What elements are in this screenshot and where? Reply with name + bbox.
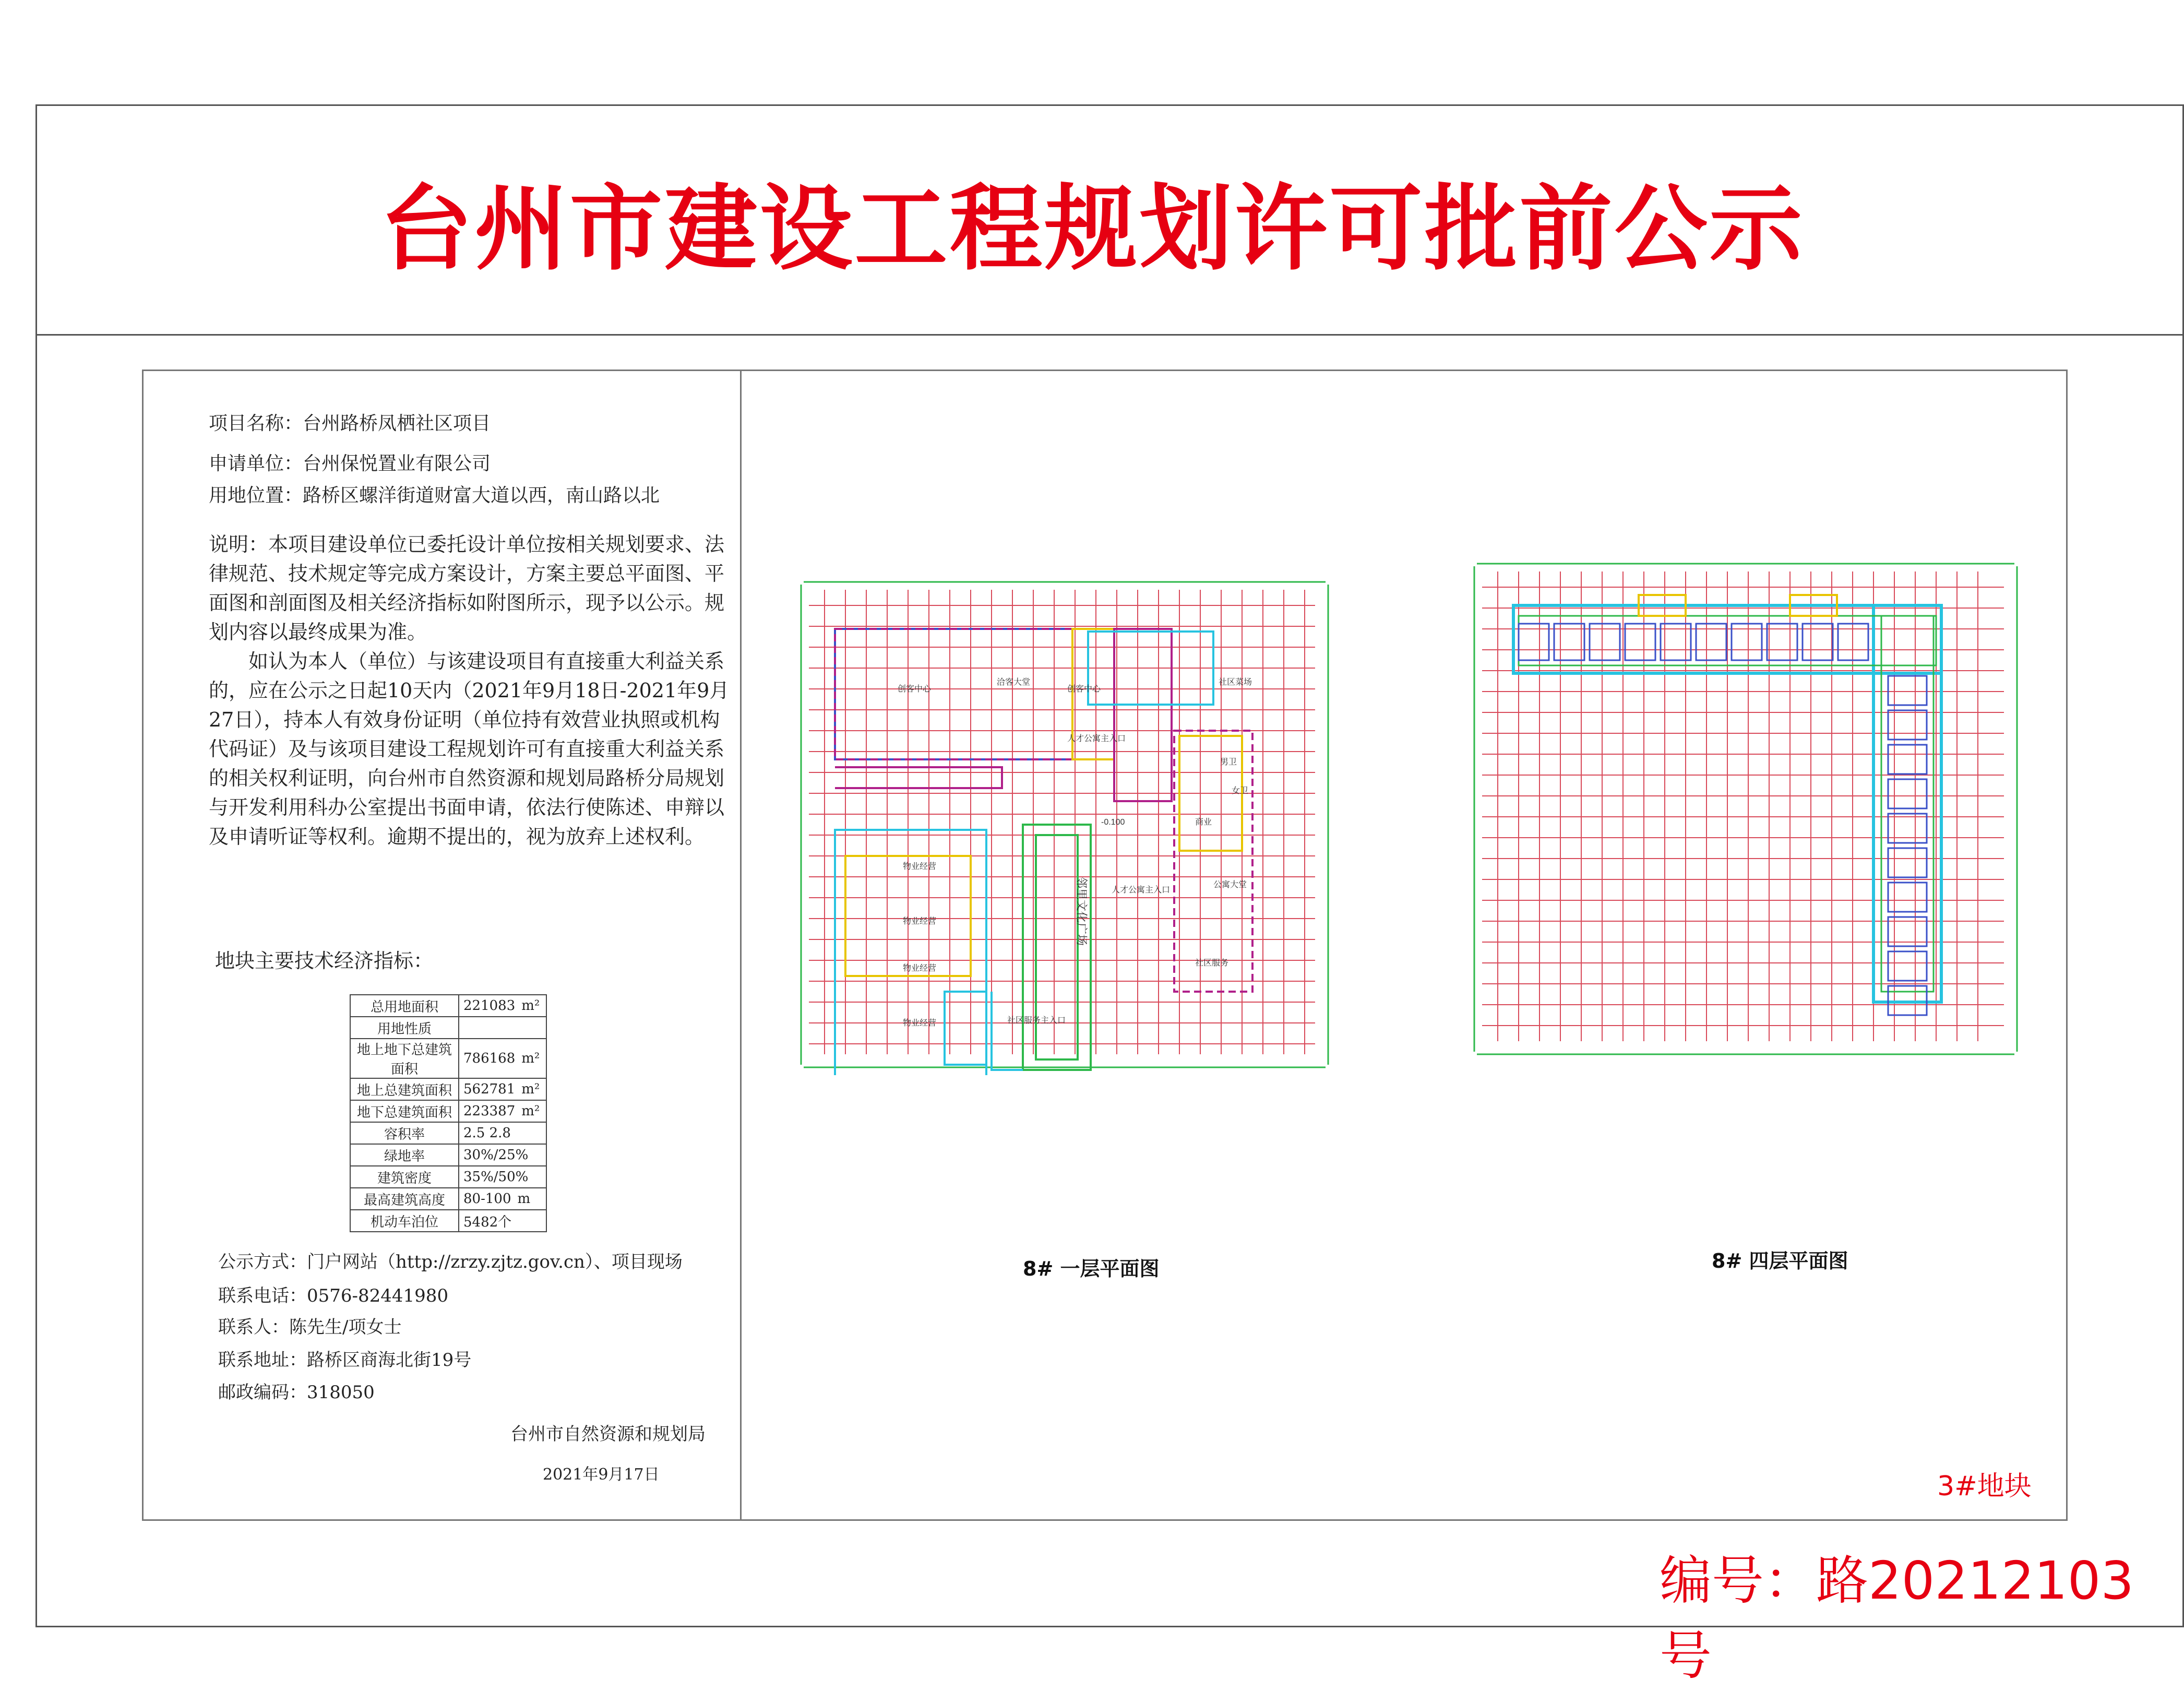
applicant-line xyxy=(209,452,491,475)
indicator-key: 建筑密度 xyxy=(350,1166,459,1188)
contact-phone xyxy=(218,1281,448,1307)
indicator-row xyxy=(350,1039,546,1078)
plan-1f-drawing xyxy=(778,564,1352,1075)
indicators-title: 地块主要技术经济指标： xyxy=(215,949,434,972)
applicant-label: 申请单位： xyxy=(209,453,303,474)
project-name-line xyxy=(209,412,491,435)
plan-1f-label-1: 创客中心 xyxy=(898,685,932,694)
plan-1f-label-17: 女卫 xyxy=(1232,787,1249,795)
contact-person-label: 联系人： xyxy=(218,1317,289,1338)
notice-title: 台州市建设工程规划许可批前公示 xyxy=(379,175,1805,283)
indicator-value xyxy=(459,1039,546,1078)
plan-1f-label-4: 社区菜场 xyxy=(1219,678,1252,687)
plan-1f-label-8: 人才公寓主入口 xyxy=(1112,886,1171,895)
indicator-value xyxy=(459,1078,546,1100)
indicator-value xyxy=(459,1017,546,1039)
indicator-value xyxy=(459,1166,546,1188)
publish-date: 2021年9月17日 xyxy=(543,1466,660,1484)
postcode-label: 邮政编码： xyxy=(218,1382,307,1403)
plan-4f-caption: 8# 四层平面图 xyxy=(1712,1249,1848,1272)
indicator-row xyxy=(350,1100,546,1122)
location-label: 用地位置： xyxy=(209,485,303,506)
publicity-method-label: 公示方式： xyxy=(218,1252,307,1272)
plan-1f-label-14: 社区服务 xyxy=(1195,959,1229,968)
indicator-row xyxy=(350,1188,546,1210)
indicator-key: 最高建筑高度 xyxy=(350,1188,459,1210)
plan-1f-label-16: 男卫 xyxy=(1220,758,1237,767)
plan-1f-caption: 8# 一层平面图 xyxy=(1023,1257,1160,1280)
plan-1f-label-13: 物业经营 xyxy=(903,1019,937,1028)
plan-1f-label-6: -0.100 xyxy=(1101,818,1125,827)
plan-1f-label-9: 公寓大堂 xyxy=(1213,880,1247,889)
indicator-unit: m² xyxy=(521,998,540,1014)
indicator-unit: m² xyxy=(521,1081,540,1097)
indicator-number: 221083 xyxy=(463,998,516,1014)
column-divider xyxy=(740,370,742,1521)
notice-paragraph-2: 如认为本人（单位）与该建设项目有直接重大利益关系的，应在公示之日起10天内（2021年9月18日-2021年9月27日），持本人有效身份证明（单位持有效营业执照或机构代码证）及与该项目建设工程规划许可有直接重大利益关系的相关权利证明，向台州市自然资源和规划局路桥分局规划与开发利用科办公室提出书面申请，依法行使陈述、申辩以及申请听证等权利。逾期不提出的，视为放弃上述权利。 xyxy=(209,650,730,848)
plan-1f-label-10: 物业经营 xyxy=(903,862,937,871)
indicator-value xyxy=(459,1144,546,1166)
indicator-key: 总用地面积 xyxy=(350,995,459,1017)
postcode-value: 318050 xyxy=(307,1382,375,1403)
contact-address xyxy=(218,1345,471,1371)
indicator-unit: m xyxy=(517,1191,531,1207)
indicator-number: 562781 xyxy=(463,1081,516,1097)
contact-address-value: 路桥区商海北街19号 xyxy=(307,1350,472,1371)
indicator-value xyxy=(459,1122,546,1144)
plan-1f-label-18: 商业 xyxy=(1195,818,1212,827)
serial-number: 编号：路20212103号 xyxy=(1660,1550,2134,1686)
indicator-number: 35%/50% xyxy=(463,1169,529,1185)
contact-phone-value: 0576-82441980 xyxy=(307,1285,449,1306)
postcode xyxy=(218,1378,375,1403)
indicator-row xyxy=(350,1210,546,1232)
indicator-row xyxy=(350,1078,546,1100)
indicator-row xyxy=(350,1144,546,1166)
indicator-number: 786168 xyxy=(463,1051,516,1066)
applicant-name: 台州保悦置业有限公司 xyxy=(303,453,491,474)
indicator-unit: m² xyxy=(521,1103,540,1119)
plan-1f-walls xyxy=(835,629,1252,1075)
contact-address-label: 联系地址： xyxy=(218,1350,307,1371)
contact-person-value: 陈先生/项女士 xyxy=(289,1317,402,1338)
title-divider xyxy=(35,334,2184,336)
indicator-number: 223387 xyxy=(463,1103,516,1119)
plan-1f-label-2: 洽客大堂 xyxy=(997,678,1031,687)
indicators-table xyxy=(350,994,547,1232)
project-name: 台州路桥凤栖社区项目 xyxy=(303,413,491,434)
indicator-key: 地上总建筑面积 xyxy=(350,1078,459,1100)
notice-paragraph-1: 说明：本项目建设单位已委托设计单位按相关规划要求、法律规范、技术规定等完成方案设计，方案主要总平面图、平面图和剖面图及相关经济指标如附图所示，现予以公示。规划内容以最终成果为准。 xyxy=(209,533,725,644)
indicator-unit: m² xyxy=(521,1051,540,1066)
indicator-number: 2.5 2.8 xyxy=(463,1125,511,1141)
indicator-key: 地上地下总建筑面积 xyxy=(350,1039,459,1078)
indicator-row xyxy=(350,1017,546,1039)
notice-text xyxy=(209,530,731,851)
plan-4f-drawing xyxy=(1466,551,2025,1062)
indicator-key: 机动车泊位 xyxy=(350,1210,459,1232)
indicator-number: 80-100 xyxy=(463,1191,511,1207)
publicity-method xyxy=(218,1247,683,1273)
publicity-method-value: 门户网站（http://zrzy.zjtz.gov.cn）、项目现场 xyxy=(307,1252,683,1272)
indicator-value xyxy=(459,995,546,1017)
contact-phone-label: 联系电话： xyxy=(218,1285,307,1306)
indicator-row xyxy=(350,1166,546,1188)
indicator-number: 5482个 xyxy=(463,1214,512,1230)
indicator-key: 用地性质 xyxy=(350,1017,459,1039)
indicator-key: 容积率 xyxy=(350,1122,459,1144)
plan-1f-label-15: 社区服务主入口 xyxy=(1007,1016,1066,1025)
plan-1f-label-5: 人才公寓主入口 xyxy=(1067,734,1126,743)
indicator-row xyxy=(350,1122,546,1144)
location: 路桥区螺洋街道财富大道以西，南山路以北 xyxy=(303,485,660,506)
plan-1f-label-3: 创客中心 xyxy=(1067,685,1101,694)
plan-1f-label-12: 物业经营 xyxy=(903,964,937,973)
issuing-agency: 台州市自然资源和规划局 xyxy=(510,1424,706,1445)
plan-1f-label-11: 物业经营 xyxy=(903,917,937,926)
indicator-key: 绿地率 xyxy=(350,1144,459,1166)
indicator-value xyxy=(459,1210,546,1232)
indicator-value xyxy=(459,1188,546,1210)
indicator-value xyxy=(459,1100,546,1122)
indicator-number: 30%/25% xyxy=(463,1147,529,1163)
contact-person xyxy=(218,1313,401,1338)
project-name-label: 项目名称： xyxy=(209,413,303,434)
block-label: 3#地块 xyxy=(1937,1471,2032,1502)
indicator-row xyxy=(350,995,546,1017)
indicator-key: 地下总建筑面积 xyxy=(350,1100,459,1122)
plan-1f-label-7: 邻里文化广场 xyxy=(1075,877,1088,946)
location-line xyxy=(209,484,660,507)
